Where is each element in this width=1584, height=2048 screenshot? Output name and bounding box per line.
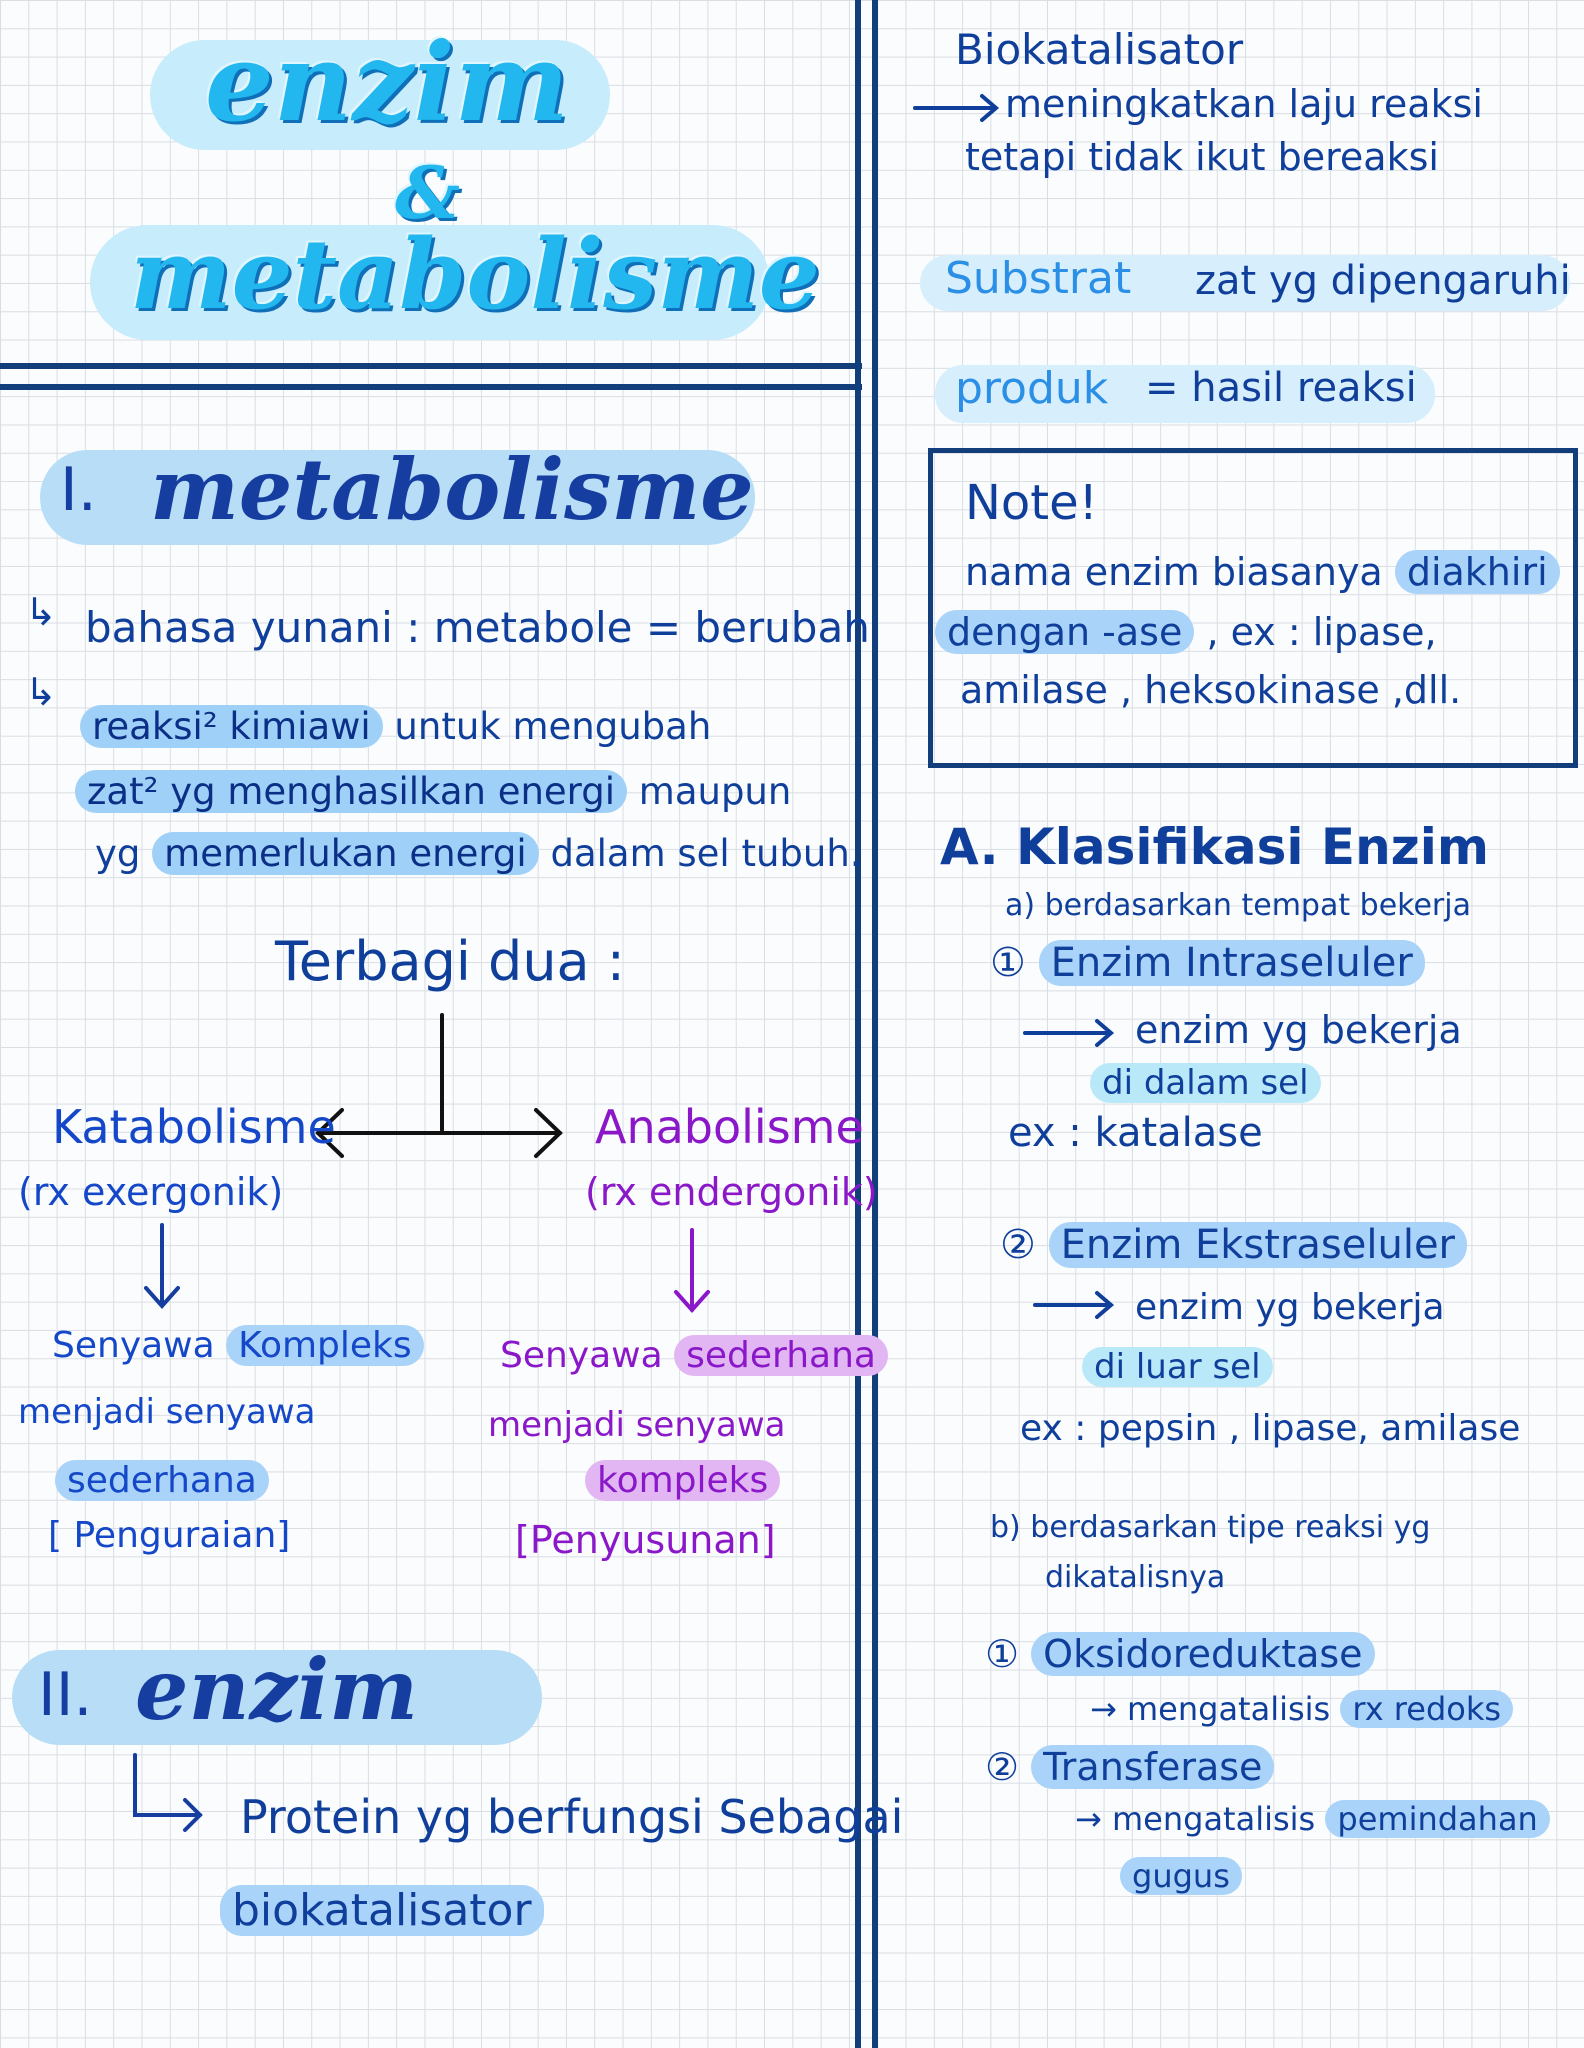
- definition-hl-2: zat² yg menghasilkan energi: [75, 770, 627, 813]
- note-line-3: amilase , heksokinase ,dll.: [960, 668, 1462, 712]
- enzim-intraseluler: Enzim Intraseluler: [1039, 940, 1425, 986]
- substrat-term: Substrat: [945, 253, 1132, 304]
- anabolisme-line-3: [585, 1460, 780, 1501]
- title-line-3: metabolisme: [130, 218, 820, 331]
- substrat-def: zat yg dipengaruhi: [1195, 258, 1571, 304]
- note-line-2-hl: dengan -ase: [935, 610, 1194, 654]
- anabolisme-rx: (rx endergonik): [585, 1170, 878, 1214]
- definition-pre-3: yg: [95, 832, 141, 875]
- transferase: Transferase: [1031, 1745, 1274, 1789]
- enzim-ekstraseluler-hl-wrap: [1082, 1347, 1273, 1387]
- katabolisme-line-2: menjadi senyawa: [18, 1392, 316, 1432]
- enzim-intraseluler-row: [990, 940, 1425, 986]
- section-2-number: II.: [38, 1660, 93, 1730]
- transferase-hl: pemindahan: [1325, 1800, 1549, 1838]
- enzim-intraseluler-desc: enzim yg bekerja: [1135, 1008, 1462, 1052]
- klasifikasi-b-line-2: dikatalisnya: [1045, 1560, 1226, 1595]
- oksidoreduktase-desc: → mengatalisis: [1090, 1690, 1331, 1728]
- anabolisme-sederhana: sederhana: [674, 1335, 888, 1376]
- note-line-1-text: nama enzim biasanya: [965, 550, 1383, 594]
- biokatalisator-line-2: tetapi tidak ikut bereaksi: [965, 135, 1439, 179]
- note-line-1: [965, 550, 1560, 594]
- anabolisme-line-1: [500, 1335, 888, 1376]
- section-1-number: I.: [60, 455, 97, 525]
- anabolisme-line-2: menjadi senyawa: [488, 1405, 786, 1445]
- katabolisme-kompleks: Kompleks: [226, 1325, 424, 1366]
- oksidoreduktase-desc-row: [1090, 1690, 1513, 1728]
- split-title: Terbagi dua :: [275, 930, 625, 993]
- anabolisme-kompleks: kompleks: [585, 1460, 780, 1501]
- produk-term: produk: [955, 363, 1109, 414]
- anabolisme-title: Anabolisme: [595, 1100, 864, 1154]
- biokatalisator-line-1: meningkatkan laju reaksi: [1005, 82, 1483, 126]
- katabolisme-title: Katabolisme: [52, 1100, 336, 1154]
- enzim-ekstraseluler: Enzim Ekstraseluler: [1049, 1222, 1467, 1268]
- transferase-row: [985, 1745, 1274, 1789]
- anabolisme-senyawa: Senyawa: [500, 1335, 663, 1376]
- enzim-intraseluler-ex: ex : katalase: [1008, 1110, 1263, 1156]
- enzim-intraseluler-number: ①: [990, 940, 1026, 986]
- title-line-1: enzim: [205, 20, 569, 146]
- katabolisme-line-1: [52, 1325, 424, 1366]
- oksidoreduktase-row: [985, 1632, 1375, 1676]
- definition-rest-2: maupun: [638, 770, 792, 813]
- transferase-number: ②: [985, 1745, 1020, 1789]
- transferase-desc: → mengatalisis: [1075, 1800, 1316, 1838]
- note-title: Note!: [965, 475, 1098, 531]
- definition-hl-1: reaksi² kimiawi: [80, 705, 383, 748]
- arrow-corner-2: ↳: [25, 670, 57, 714]
- section-1-heading: metabolisme: [150, 440, 754, 539]
- enzim-intraseluler-hl: di dalam sel: [1090, 1063, 1321, 1103]
- enzim-definition-hl-wrap: [220, 1885, 544, 1936]
- oksidoreduktase-hl: rx redoks: [1340, 1690, 1513, 1728]
- enzim-ekstraseluler-row: [1000, 1222, 1467, 1268]
- arrow-corner-1: ↳: [25, 590, 57, 634]
- transferase-hl-2-wrap: [1120, 1857, 1242, 1895]
- katabolisme-bracket: [ Penguraian]: [48, 1515, 291, 1556]
- produk-def: = hasil reaksi: [1145, 365, 1417, 411]
- title-line-2: &: [395, 150, 461, 235]
- etymology-line: bahasa yunani : metabole = berubah: [85, 603, 870, 652]
- note-line-1-hl: diakhiri: [1395, 550, 1560, 594]
- definition-rest-1: untuk mengubah: [394, 705, 712, 748]
- enzim-ekstraseluler-desc: enzim yg bekerja: [1135, 1287, 1445, 1328]
- enzim-definition: Protein yg berfungsi Sebagai: [240, 1790, 904, 1844]
- katabolisme-senyawa: Senyawa: [52, 1325, 215, 1366]
- katabolisme-line-3: [55, 1460, 269, 1501]
- enzim-ekstraseluler-ex: ex : pepsin , lipase, amilase: [1020, 1408, 1521, 1449]
- transferase-desc-row: [1075, 1800, 1550, 1838]
- definition-rest-3: dalam sel tubuh.: [550, 832, 862, 875]
- katabolisme-sederhana: sederhana: [55, 1460, 269, 1501]
- biokatalisator-title: Biokatalisator: [955, 25, 1244, 74]
- enzim-definition-hl: biokatalisator: [220, 1885, 544, 1936]
- klasifikasi-a: a) berdasarkan tempat bekerja: [1005, 888, 1471, 923]
- klasifikasi-title: A. Klasifikasi Enzim: [940, 818, 1489, 876]
- note-line-2: [935, 610, 1437, 654]
- katabolisme-rx: (rx exergonik): [18, 1170, 284, 1214]
- enzim-ekstraseluler-hl: di luar sel: [1082, 1347, 1273, 1387]
- transferase-hl-2: gugus: [1120, 1857, 1242, 1895]
- definition-hl-3: memerlukan energi: [152, 832, 539, 875]
- enzim-intraseluler-hl-wrap: [1090, 1063, 1321, 1103]
- anabolisme-bracket: [Penyusunan]: [515, 1518, 776, 1562]
- note-line-2-text: , ex : lipase,: [1206, 610, 1437, 654]
- enzim-ekstraseluler-number: ②: [1000, 1222, 1036, 1268]
- oksidoreduktase: Oksidoreduktase: [1031, 1632, 1374, 1676]
- oksidoreduktase-number: ①: [985, 1632, 1020, 1676]
- section-2-heading: enzim: [135, 1640, 419, 1739]
- klasifikasi-b-line-1: b) berdasarkan tipe reaksi yg: [990, 1510, 1431, 1545]
